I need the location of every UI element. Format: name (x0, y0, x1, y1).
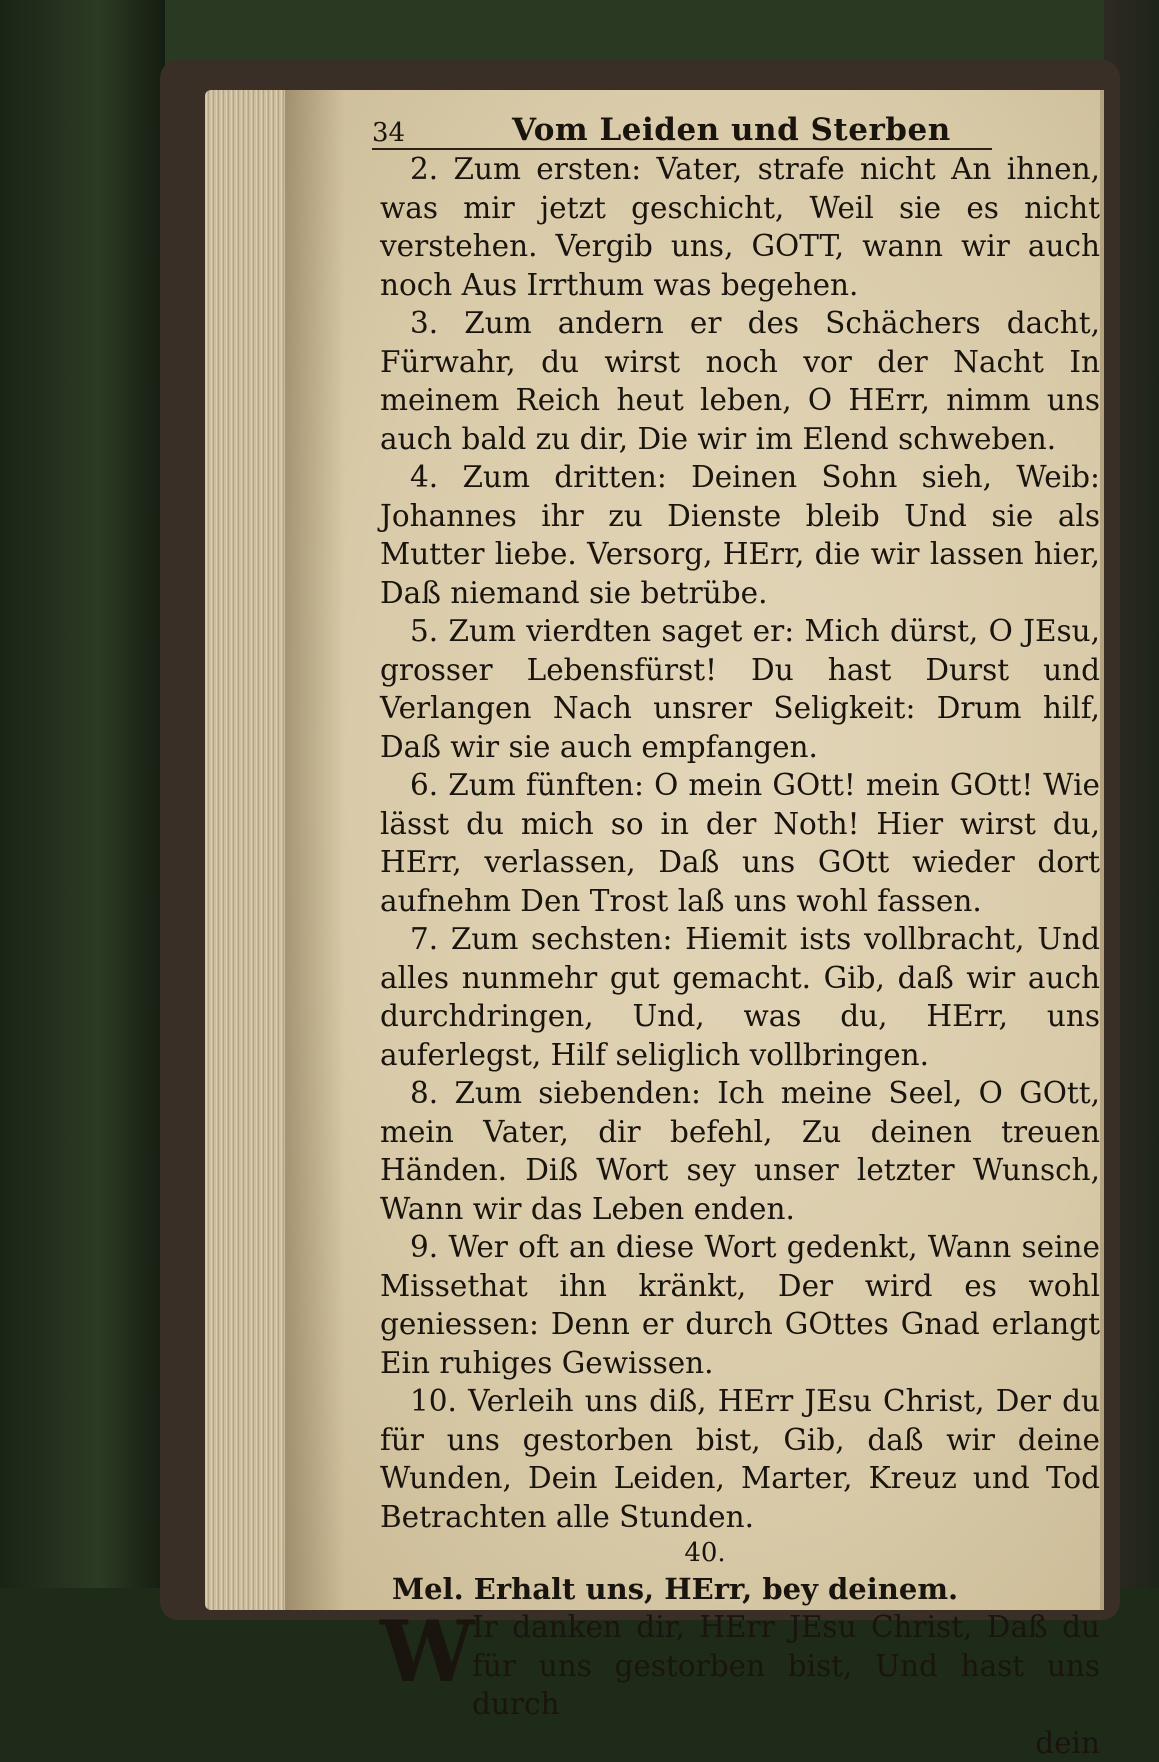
verse-text: Zum siebenden: Ich meine Seel, O GOtt, mein Vater, dir befehl, Zu deinen treuen Händen. Diß Wort sey unser letzter Wunsch, Wann wir das Leben enden. (380, 1076, 1100, 1226)
drop-cap: W (380, 1612, 474, 1692)
page-edges (205, 90, 290, 1610)
verse (380, 304, 1100, 458)
verse (380, 1382, 1100, 1536)
verse-text: Zum dritten: Deinen Sohn sieh, Weib: Johannes ihr zu Dienste bleib Und sie als Mutter liebe. Versorg, HErr, die wir lassen hier, Daß niemand sie betrübe. (380, 460, 1100, 610)
verse (380, 150, 1100, 304)
verse-text: Zum ersten: Vater, strafe nicht An ihnen, was mir jetzt geschicht, Weil sie es nicht verstehen. Vergib uns, GOTT, wann wir auch noch Aus Irrthum was begehen. (380, 152, 1100, 302)
background-left (0, 0, 165, 1738)
verse (380, 458, 1100, 612)
verse-number: 4. (410, 460, 438, 494)
stanza-text: Ir danken dir, HErr JEsu Christ, Daß du für uns gestorben bist, Und hast uns durch (472, 1610, 1100, 1721)
verse-number: 5. (410, 614, 438, 648)
spine-shadow (285, 90, 345, 1610)
verse (380, 1074, 1100, 1228)
verse-number: 10. (410, 1384, 457, 1418)
verse-text: Zum vierdten saget er: Mich dürst, O JEsu, grosser Lebensfürst! Du hast Durst und Verlangen Nach unsrer Seligkeit: Drum hilf, Daß wir sie auch empfangen. (380, 614, 1100, 764)
melody-line: Mel. Erhalt uns, HErr, bey deinem. (392, 1570, 1100, 1608)
catchword: dein (472, 1724, 1100, 1762)
verse-number: 9. (410, 1230, 438, 1264)
page-header (372, 100, 992, 150)
hymn-first-stanza (380, 1608, 1100, 1762)
hymn-number: 40. (380, 1536, 1100, 1570)
verse-number: 2. (410, 152, 438, 186)
verse-text: Verleih uns diß, HErr JEsu Christ, Der du für uns gestorben bist, Gib, daß wir deine Wunden, Dein Leiden, Marter, Kreuz und Tod Betrachten alle Stunden. (380, 1384, 1100, 1534)
page-text (380, 100, 1100, 1762)
verse-text: Zum fünften: O mein GOtt! mein GOtt! Wie lässt du mich so in der Noth! Hier wirst du, HErr, verlassen, Daß uns GOtt wieder dort aufnehm Den Trost laß uns wohl fassen. (380, 768, 1100, 918)
verse-number: 7. (410, 922, 438, 956)
verse-text: Wer oft an diese Wort gedenkt, Wann seine Missethat ihn kränkt, Der wird es wohl geniessen: Denn er durch GOttes Gnad erlangt Ein ruhiges Gewissen. (380, 1230, 1100, 1380)
verse-list (380, 150, 1100, 1536)
verse (380, 612, 1100, 766)
verse-text: Zum andern er des Schächers dacht, Fürwahr, du wirst noch vor der Nacht In meinem Reich heut leben, O HErr, nimm uns auch bald zu dir, Die wir im Elend schweben. (380, 306, 1100, 456)
verse (380, 1228, 1100, 1382)
verse (380, 920, 1100, 1074)
verse (380, 766, 1100, 920)
running-head: Vom Leiden und Sterben (512, 112, 951, 148)
verse-text: Zum sechsten: Hiemit ists vollbracht, Und alles nunmehr gut gemacht. Gib, daß wir auch durchdringen, Und, was du, HErr, uns auferlegst, Hilf seliglich vollbringen. (380, 922, 1100, 1072)
page-number: 34 (372, 118, 512, 148)
verse-number: 8. (410, 1076, 438, 1110)
verse-number: 6. (410, 768, 438, 802)
verse-number: 3. (410, 306, 438, 340)
